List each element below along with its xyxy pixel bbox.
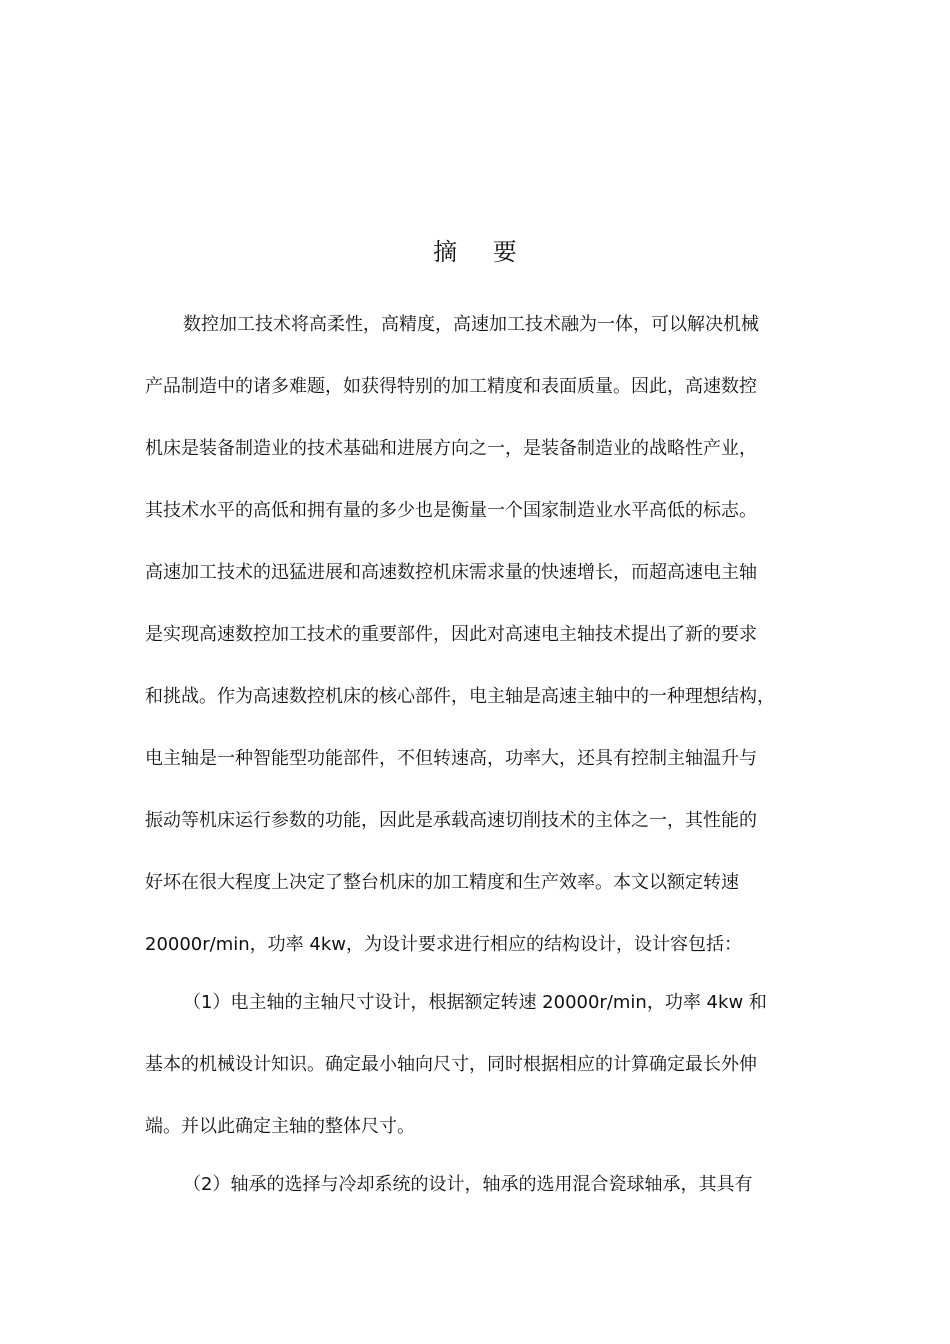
paragraph-line: 电主轴是一种智能型功能部件，不但转速高，功率大，还具有控制主轴温升与 xyxy=(145,748,757,769)
list-item-line: 端。并以此确定主轴的整体尺寸。 xyxy=(145,1116,415,1137)
paragraph-line: 机床是装备制造业的技术基础和进展方向之一，是装备制造业的战略性产业， xyxy=(145,438,757,459)
list-item-line: 基本的机械设计知识。确定最小轴向尺寸，同时根据相应的计算确定最长外伸 xyxy=(145,1054,757,1075)
paragraph-line: 数控加工技术将高柔性，高精度，高速加工技术融为一体，可以解决机械 xyxy=(183,314,759,335)
paragraph-line: 其技术水平的高低和拥有量的多少也是衡量一个国家制造业水平高低的标志。 xyxy=(145,500,757,521)
list-item-line: （1）电主轴的主轴尺寸设计，根据额定转速 20000r/min，功率 4kw 和 xyxy=(183,992,767,1013)
paragraph-line: 振动等机床运行参数的功能，因此是承载高速切削技术的主体之一，其性能的 xyxy=(145,810,757,831)
abstract-title: 摘 要 xyxy=(433,238,531,266)
paragraph-line: 好坏在很大程度上决定了整台机床的加工精度和生产效率。本文以额定转速 xyxy=(145,872,739,893)
paragraph-line: 是实现高速数控加工技术的重要部件，因此对高速电主轴技术提出了新的要求 xyxy=(145,624,757,645)
paragraph-line: 20000r/min，功率 4kw，为设计要求进行相应的结构设计，设计容包括： xyxy=(145,934,742,955)
paragraph-line: 和挑战。作为高速数控机床的核心部件，电主轴是高速主轴中的一种理想结构， xyxy=(145,686,775,707)
paragraph-line: 高速加工技术的迅猛进展和高速数控机床需求量的快速增长，而超高速电主轴 xyxy=(145,562,757,583)
paragraph-line: 产品制造中的诸多难题，如获得特别的加工精度和表面质量。因此，高速数控 xyxy=(145,376,757,397)
list-item-line: （2）轴承的选择与冷却系统的设计，轴承的选用混合瓷球轴承，其具有 xyxy=(183,1174,753,1195)
